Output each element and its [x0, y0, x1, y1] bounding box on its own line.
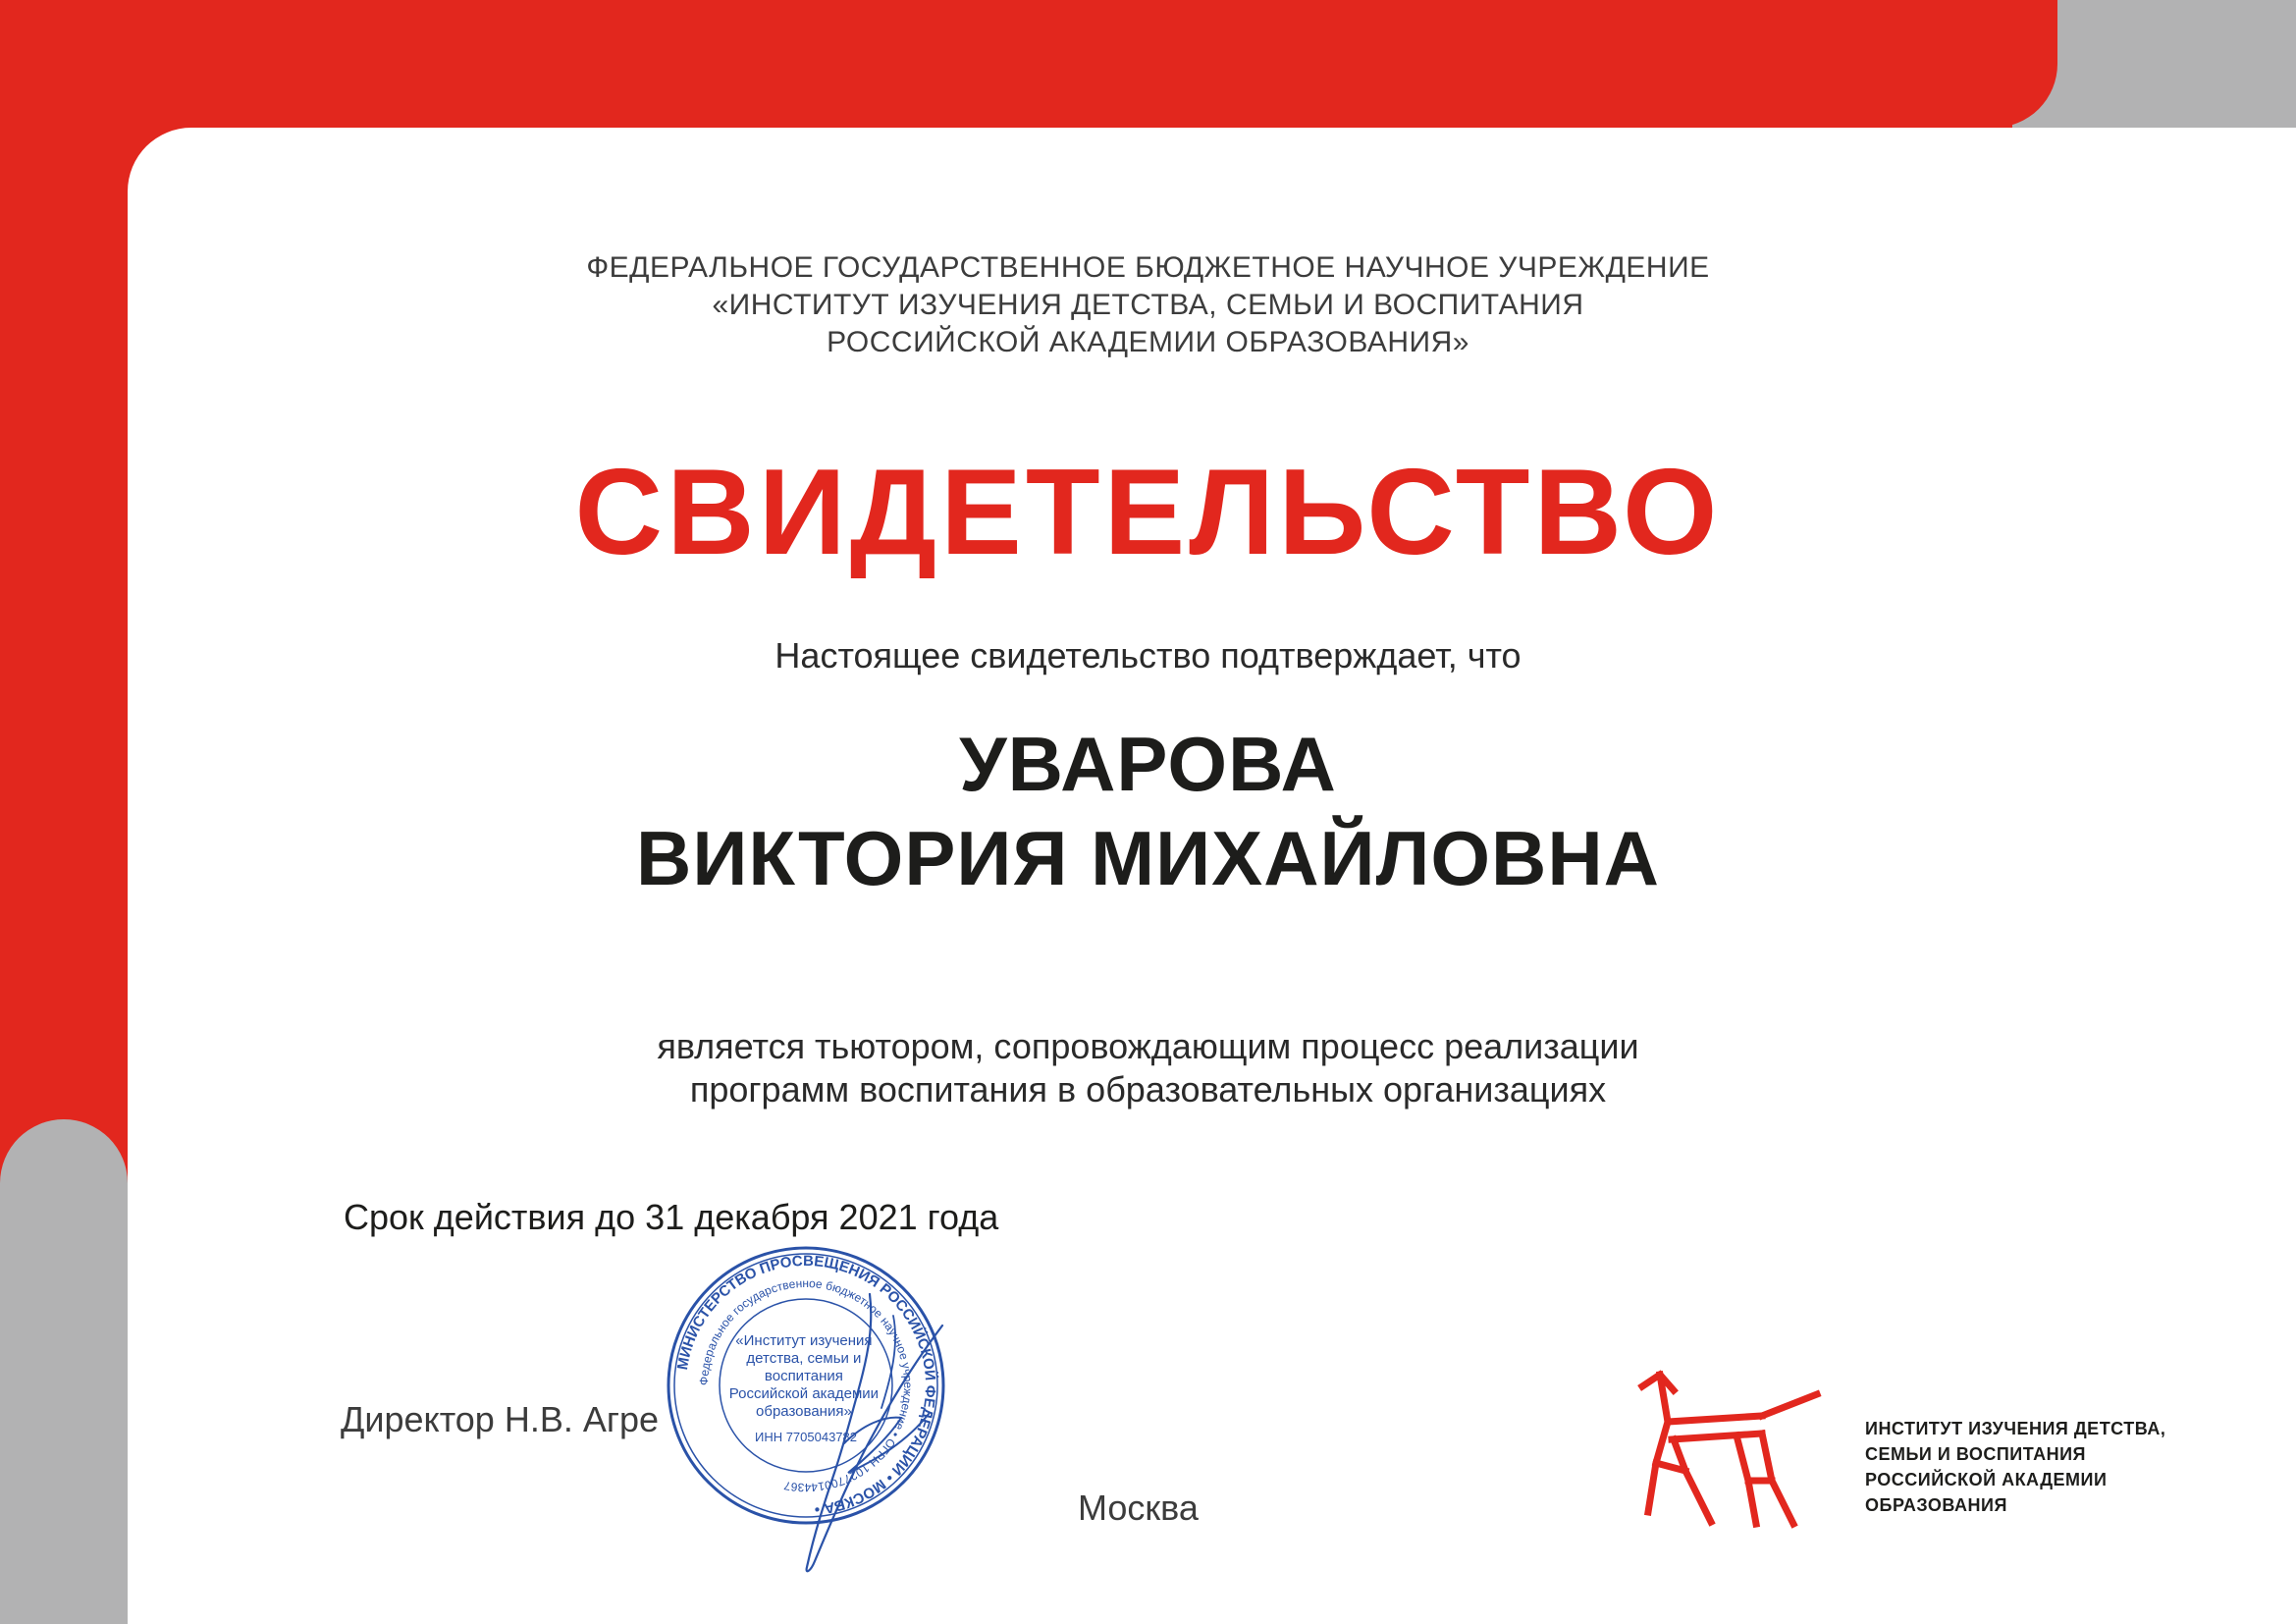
logo-caption-line: РОССИЙСКОЙ АКАДЕМИИ [1865, 1470, 2108, 1489]
city-label: Москва [1078, 1488, 1199, 1528]
logo-caption-line: ОБРАЗОВАНИЯ [1865, 1495, 2007, 1515]
seal-center-text: «Институт изучения детства, семьи и воспитания Российской академии образования» ИНН 7705043782 [728, 1332, 880, 1444]
confirm-text: Настоящее свидетельство подтверждает, что [774, 635, 1522, 676]
seal-outer-text: МИНИСТЕРСТВО ПРОСВЕЩЕНИЯ РОССИЙСКОЙ ФЕДЕРАЦИИ • МОСКВА • [673, 1252, 939, 1518]
handwritten-signature [775, 1286, 962, 1581]
org-header-line: «ИНСТИТУТ ИЗУЧЕНИЯ ДЕТСТВА, СЕМЬИ И ВОСПИТАНИЯ [712, 289, 1584, 321]
recipient-given-names: ВИКТОРИЯ МИХАЙЛОВНА [636, 815, 1660, 901]
role-description [0, 1025, 2296, 1111]
horse-logo-icon [1634, 1365, 1831, 1532]
frame-left-gray-band [0, 1119, 128, 1624]
recipient-surname: УВАРОВА [959, 721, 1337, 807]
frame-top-red-band-end [1914, 0, 2057, 128]
director-signature-line: Директор Н.В. Агре [341, 1399, 660, 1439]
role-line: является тьютором, сопровождающим процесс реализации [657, 1026, 1639, 1066]
recipient-name [0, 717, 2296, 905]
validity-text: Срок действия до 31 декабря 2021 года [344, 1197, 999, 1237]
certificate-title: СВИДЕТЕЛЬСТВО [574, 445, 1722, 580]
org-header-line: РОССИЙСКОЙ АКАДЕМИИ ОБРАЗОВАНИЯ» [827, 326, 1469, 358]
role-line: программ воспитания в образовательных организациях [689, 1069, 1607, 1110]
org-header [0, 249, 2296, 361]
org-header-line: ФЕДЕРАЛЬНОЕ ГОСУДАРСТВЕННОЕ БЮДЖЕТНОЕ НАУЧНОЕ УЧРЕЖДЕНИЕ [586, 251, 1710, 284]
logo-caption [1865, 1416, 2165, 1518]
seal-ring-text: Федеральное государственное бюджетное научное учреждение • ОГРН 1027700144367 [696, 1275, 916, 1495]
logo-caption-line: СЕМЬИ И ВОСПИТАНИЯ [1865, 1444, 2086, 1464]
logo-caption-line: ИНСТИТУТ ИЗУЧЕНИЯ ДЕТСТВА, [1865, 1419, 2166, 1438]
